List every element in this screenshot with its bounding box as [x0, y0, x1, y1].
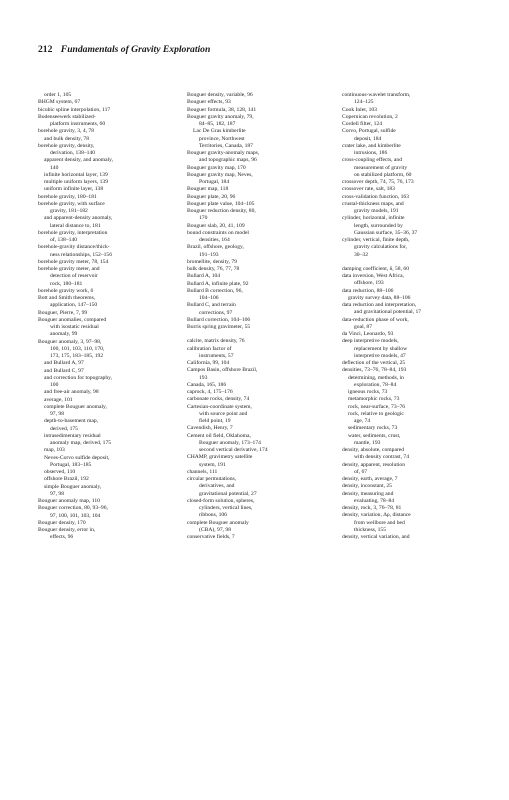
index-entry: Cook Inlet, 103: [342, 106, 377, 113]
index-entry: da Vinci, Leonardo, 93: [342, 331, 394, 337]
index-entry: Bouguer density, variable, 96: [187, 92, 253, 98]
index-entry: density, earth, average, 7: [342, 476, 398, 482]
index-entry: deflection of the vertical, 25: [342, 360, 406, 366]
index-subentry: 97, 98: [50, 411, 64, 417]
index-entry: bicubic spline interpolation, 117: [38, 106, 111, 113]
index-entry: deep interpretive models,: [342, 338, 399, 345]
index-subentry: water, sediments, crust,: [348, 432, 401, 439]
index-subentry: densities, 164: [199, 237, 230, 243]
index-entry: calcite, matrix density, 76: [187, 338, 245, 345]
index-subentry: intrasedimentary residual: [44, 432, 101, 439]
index-entry: borehole gravity, interpretation: [38, 229, 108, 236]
index-entry: Bouguer plate value, 104–105: [187, 200, 255, 207]
index-entry: Copernican revolution, 2: [342, 113, 398, 120]
index-subentry: with density contrast, 74: [354, 454, 409, 461]
index-entry: closed-form solution, spheres,: [187, 497, 255, 504]
index-entry: Cordell filter, 124: [342, 121, 383, 127]
index-subentry: depth-to-basement map,: [44, 418, 99, 425]
index-subentry: from wellbore and bed: [354, 519, 405, 526]
index-entry: California, 99, 104: [187, 360, 230, 366]
index-entry: bromellite, density, 79: [187, 258, 237, 265]
index-subentry: offshore Brazil, 192: [44, 476, 89, 483]
index-subentry: average, 101: [44, 396, 73, 403]
index-subentry: effects, 96: [50, 534, 74, 541]
index-subentry: age, 74: [354, 418, 371, 424]
index-subentry: 191–193: [199, 251, 219, 258]
index-entry: Bouguer effects, 93: [187, 99, 231, 106]
index-entry: Bullard correction, 104–106: [187, 316, 251, 323]
index-entry: density, rock, 3, 76–78, 81: [342, 505, 402, 511]
index-entry: crossover depth, 74, 75, 76, 173: [342, 179, 414, 185]
index-entry: density, measuring and: [342, 490, 394, 497]
index-subentry: determining, methods, in: [348, 374, 404, 381]
index-subentry: 84–85, 182, 187: [199, 121, 236, 127]
index-entry: cylinder, horizontal, infinite: [342, 215, 405, 222]
index-subentry: sedimentary rocks, 73: [348, 425, 398, 432]
index-subentry: cylinders, vertical lines,: [199, 505, 253, 511]
index-subentry: ribbons, 106: [199, 512, 227, 519]
index-entry: Burris spring gravimeter, 55: [187, 324, 251, 330]
index-entry: Bouguer, Pierre, 7, 99: [38, 309, 88, 316]
index-subentry: infinite horizontal layer, 139: [44, 171, 108, 178]
index-subentry: metamorphic rocks, 73: [348, 396, 400, 403]
index-subentry: 173, 175, 183–185, 192: [50, 353, 104, 359]
index-subentry: gravity models, 191: [354, 208, 399, 214]
index-subentry: deposit, 184: [354, 135, 382, 142]
index-entry: Bouguer formula, 38, 128, 141: [187, 106, 257, 113]
index-subentry: offshore, 193: [354, 280, 384, 287]
index-subentry: Territories, Canada, 187: [199, 142, 253, 149]
index-subentry: with source point and: [199, 410, 248, 417]
index-subentry: gravity calculations for,: [354, 244, 408, 251]
index-entry: data-reduction phase of work,: [342, 316, 409, 323]
index-entry: cross-validation function, 163: [342, 193, 409, 200]
index-entry: Bullard B correction, 96,: [187, 287, 243, 294]
index-subentry: lateral distance to, 181: [50, 222, 101, 229]
index-entry: damping coefficient, δ, 58, 60: [342, 265, 409, 272]
index-entry: Bouguer density, 170: [38, 519, 86, 526]
index-subentry: multiple uniform layers, 139: [44, 179, 109, 185]
index-subentry: interpretive models, 47: [354, 352, 406, 359]
index-subentry: and Bullard A, 97: [44, 360, 84, 367]
index-entry: Bodenseewerk stabilized-: [38, 113, 96, 120]
index-subentry: gravity, 181–182: [50, 208, 88, 214]
index-entry: caprock, 4, 175–176: [187, 389, 233, 395]
index-subentry: Neves-Corvo sulfide deposit,: [44, 454, 110, 461]
index-entry: Bouguer correction, 80, 93–96,: [38, 505, 108, 512]
index-entry: Cavendish, Henry, 7: [187, 425, 233, 432]
index-entry: Canada, 165, 186: [187, 381, 227, 388]
section-gap: [342, 259, 480, 266]
index-entry: channels, 111: [187, 468, 218, 475]
index-subentry: ness relationships, 152–156: [50, 251, 112, 258]
index-subentry: application, 147–150: [50, 302, 98, 309]
index-entry: Bouguer density, error in,: [38, 527, 96, 533]
index-subentry: and free-air anomaly, 98: [44, 389, 99, 396]
index-subentry: and Bullard C, 97: [44, 367, 84, 374]
index-column-2: [187, 92, 325, 541]
index-subentry: rock, 180–181: [50, 280, 83, 287]
index-subentry: and correction for topography,: [44, 374, 112, 381]
index-subentry: simple Bouguer anomaly,: [44, 483, 102, 490]
index-subentry: gravitational potential, 27: [199, 490, 257, 497]
index-entry: Bouguer gravity anomaly, 79,: [187, 113, 254, 120]
index-entry: borehole-gravity distance/thick-: [38, 244, 110, 251]
index-entry: bulk density, 76, 77, 78: [187, 266, 240, 272]
index-subentry: gravity survey data, 88–106: [348, 294, 411, 301]
index-subentry: Gaussian surface, 35–36, 37: [354, 229, 418, 236]
index-subentry: apparent density, and anomaly,: [44, 157, 114, 164]
index-entry: Bouguer plate, 20, 96: [187, 193, 236, 200]
index-subentry: corrections, 97: [199, 309, 233, 316]
index-subentry: exploration, 78–84: [354, 381, 397, 388]
index-subentry: 140: [50, 164, 59, 171]
index-entry: continuous-wavelet transform,: [342, 92, 411, 98]
index-subentry: 100: [50, 382, 59, 388]
index-subentry: 30–32: [354, 251, 368, 258]
index-entry: Bouguer gravity map, 170: [187, 164, 246, 171]
index-subentry: map, 103: [44, 447, 65, 454]
index-subentry: rock, relative to geologic: [348, 410, 404, 417]
index-entry: crustal-thickness maps, and: [342, 200, 404, 207]
page-number: 212: [38, 44, 53, 55]
index-subentry: complete Bouguer anomaly,: [44, 403, 107, 410]
index-subentry: Bouguer anomaly, 173–174: [199, 439, 261, 446]
index-subentry: on stabilized platform, 60: [354, 171, 412, 178]
index-entry: crossover rate, salt, 183: [342, 186, 395, 193]
index-subentry: system, 191: [199, 461, 226, 468]
index-subentry: goal, 87: [354, 323, 373, 330]
index-entry: Bouguer slab, 20, 41, 109: [187, 222, 245, 229]
index-entry: density, apparent, resolution: [342, 461, 406, 468]
index-subentry: detection of reservoir: [50, 273, 98, 280]
index-subentry: (CBA), 97, 98: [199, 526, 232, 533]
index-subentry: anomaly, 99: [50, 331, 78, 338]
index-entry: BHGM system, 67: [38, 99, 81, 106]
index-entry: Campos Basin, offshore Brazil,: [187, 367, 258, 374]
index-entry: density, vertical variation, and: [342, 534, 410, 540]
index-subentry: and apparent-density anomaly,: [44, 215, 113, 222]
index-entry: complete Bouguer anomaly: [187, 519, 249, 526]
index-entry: borehole gravity, 3, 4, 78: [38, 128, 95, 135]
index-entry: density, absolute, compared: [342, 447, 405, 453]
index-subentry: 97, 98: [50, 490, 64, 497]
index-subentry: derived, 175: [50, 425, 78, 432]
index-entry: borehole gravity meter, 78, 154: [38, 258, 109, 265]
index-entry: Bullard A, infinite plate, 92: [187, 280, 249, 287]
index-subentry: and gravitational potential, 17: [354, 309, 422, 316]
index-entry: densities, 73–76, 78–84, 193: [342, 367, 407, 374]
index-subentry: 193: [199, 374, 208, 381]
index-entry: crater lake, and kimberlite: [342, 142, 401, 149]
index-subentry: observed, 110: [44, 469, 76, 475]
index-entry: Cement oil field, Oklahoma,: [187, 432, 251, 439]
index-entry: conservative fields, 7: [187, 534, 235, 540]
index-subentry: rock, near-surface, 73–76: [348, 403, 406, 410]
index-entry: data reduction, 88–106: [342, 287, 394, 294]
index-subentry: measurement of gravity: [354, 164, 408, 171]
index-entry: bound constraints on model: [187, 229, 249, 236]
index-subentry: of, 67: [354, 468, 368, 475]
index-entry: Bullard C, and terrain: [187, 302, 236, 309]
index-entry: Bouguer reduction density, 80,: [187, 208, 256, 214]
index-entry: cross-coupling effects, and: [342, 157, 403, 164]
index-entry: data reduction and interpretation,: [342, 302, 417, 308]
index-subentry: anomaly map, derived, 175: [50, 440, 112, 446]
index-subentry: and topographic maps, 96: [199, 157, 257, 164]
index-entry: Corvo, Portugal, sulfide: [342, 128, 396, 135]
index-subentry: derivatives, and: [199, 483, 235, 490]
index-entry: Brazil, offshore, geology,: [187, 244, 244, 251]
section-gap: [187, 331, 325, 338]
index-subentry: thickness, 155: [354, 526, 387, 533]
index-entry: Bullard A, 104: [187, 273, 221, 280]
index-subentry: 97, 100, 101, 103, 104: [50, 512, 101, 519]
index-subentry: Portugal, 183–185: [50, 461, 92, 468]
index-subentry: evaluating, 78–84: [354, 497, 395, 504]
index-entry: Bouguer map, 118: [187, 186, 229, 193]
index-subentry: mantle, 193: [354, 439, 381, 446]
index-subentry: order 1, 105: [44, 92, 72, 98]
index-subentry: 104–106: [199, 295, 219, 301]
index-entry: Bouguer anomaly, 3, 97–98,: [38, 338, 102, 345]
index-subentry: 100, 101, 103, 110, 170,: [50, 345, 105, 352]
index-subentry: igneous rocks, 73: [348, 389, 388, 395]
index-subentry: with isostatic residual: [50, 324, 99, 330]
index-subentry: intrusions, 186: [354, 150, 388, 156]
index-column-1: [38, 92, 176, 542]
index-entry: borehole gravity work, 6: [38, 287, 94, 294]
index-subentry: field point, 19: [199, 418, 231, 424]
index-subentry: and bulk density, 78: [44, 135, 90, 142]
index-subentry: Portugal, 184: [199, 179, 230, 185]
index-subentry: Lac De Gras kimberlite: [193, 128, 246, 135]
index-subentry: 170: [199, 215, 208, 222]
index-entry: borehole gravity meter, and: [38, 266, 100, 272]
index-entry: density, inconstant, 25: [342, 483, 392, 490]
index-entry: Bouguer anomalies, compared: [38, 316, 107, 323]
index-subentry: of, 138–140: [50, 237, 78, 243]
index-subentry: replacement by shallow: [354, 345, 408, 352]
index-subentry: derivation, 138–140: [50, 150, 96, 156]
index-entry: density, variation, Δρ, distance: [342, 512, 411, 519]
index-entry: Bouguer gravity map, Neves,: [187, 171, 253, 178]
index-column-3: [342, 92, 480, 541]
page-header: [38, 44, 210, 55]
index-subentry: length, surrounded by: [354, 222, 403, 229]
index-subentry: province, Northwest: [199, 135, 245, 142]
index-subentry: 124–125: [354, 99, 374, 106]
index-entry: borehole gravity, with surface: [38, 200, 105, 207]
index-entry: Bouguer anomaly map, 110: [38, 498, 100, 504]
index-subentry: platform instruments, 60: [50, 121, 106, 127]
index-entry: Cartesian-coordinate system,: [187, 403, 252, 410]
index-entry: carbonate rocks, density, 74: [187, 396, 250, 403]
index-entry: circular permutations,: [187, 476, 237, 482]
index-entry: borehole gravity, 180–181: [38, 193, 97, 200]
index-entry: calibration factor of: [187, 345, 232, 352]
index-entry: CHAMP, gravimetry satellite: [187, 454, 253, 461]
index-entry: borehole gravity, density,: [38, 142, 95, 149]
index-subentry: uniform infinite layer, 138: [44, 186, 104, 193]
index-entry: Bouguer gravity-anomaly maps,: [187, 150, 260, 156]
index-entry: cylinder, vertical, finite depth,: [342, 237, 410, 243]
index-entry: data inversion, West Africa,: [342, 273, 405, 279]
book-title: Fundamentals of Gravity Exploration: [60, 44, 211, 55]
index-subentry: instruments, 57: [199, 352, 234, 359]
index-subentry: second vertical derivative, 174: [199, 447, 268, 453]
index-entry: Bott and Smith theorems,: [38, 295, 96, 301]
